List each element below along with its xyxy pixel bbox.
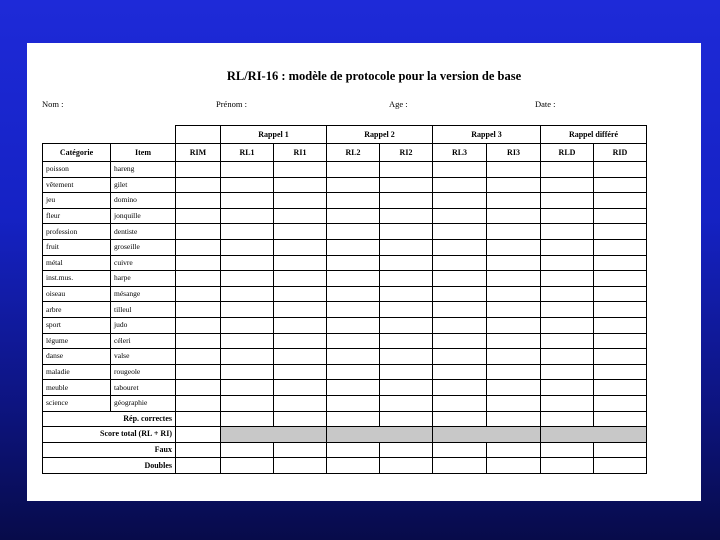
item-cell: géographie <box>111 395 176 411</box>
score-cell[interactable] <box>327 208 380 224</box>
page-title: RL/RI-16 : modèle de protocole pour la version de base <box>226 69 522 83</box>
protocol-sheet <box>27 43 701 501</box>
score-cell[interactable] <box>221 442 274 458</box>
score-cell[interactable] <box>433 317 487 333</box>
score-cell[interactable] <box>380 458 433 474</box>
item-cell: gilet <box>111 177 176 193</box>
score-cell[interactable] <box>176 395 221 411</box>
score-cell[interactable] <box>594 349 647 365</box>
category-cell: métal <box>43 255 111 271</box>
score-cell[interactable] <box>274 286 327 302</box>
score-cell[interactable] <box>327 442 380 458</box>
score-cell[interactable] <box>274 380 327 396</box>
score-cell[interactable] <box>433 411 487 427</box>
table-row <box>43 162 647 178</box>
table-row <box>43 224 647 240</box>
score-cell[interactable] <box>594 333 647 349</box>
score-cell[interactable] <box>541 162 594 178</box>
score-cell[interactable] <box>594 224 647 240</box>
score-cell[interactable] <box>541 442 594 458</box>
score-cell[interactable] <box>380 224 433 240</box>
score-cell[interactable] <box>274 395 327 411</box>
score-cell[interactable] <box>487 286 541 302</box>
score-cell[interactable] <box>594 458 647 474</box>
score-cell[interactable] <box>594 364 647 380</box>
category-cell: jeu <box>43 193 111 209</box>
summary-label: Doubles <box>43 458 176 474</box>
table-row <box>43 208 647 224</box>
summary-row <box>43 427 647 443</box>
summary-row <box>43 458 647 474</box>
score-cell[interactable] <box>380 239 433 255</box>
score-cell[interactable] <box>594 193 647 209</box>
score-cell[interactable] <box>487 224 541 240</box>
col-header-rl2: RL2 <box>327 144 380 162</box>
score-cell[interactable] <box>176 302 221 318</box>
score-cell[interactable] <box>380 317 433 333</box>
group-header-rappel-differe: Rappel différé <box>541 126 647 144</box>
score-cell[interactable] <box>380 380 433 396</box>
score-cell[interactable] <box>221 224 274 240</box>
score-cell[interactable] <box>327 177 380 193</box>
score-cell[interactable] <box>380 333 433 349</box>
item-cell: dentiste <box>111 224 176 240</box>
score-cell[interactable] <box>327 395 380 411</box>
score-cell[interactable] <box>380 349 433 365</box>
score-cell[interactable] <box>274 302 327 318</box>
score-cell[interactable] <box>274 224 327 240</box>
score-cell[interactable] <box>380 395 433 411</box>
item-cell: cuivre <box>111 255 176 271</box>
score-cell[interactable] <box>433 208 487 224</box>
score-cell[interactable] <box>176 380 221 396</box>
item-cell: jonquille <box>111 208 176 224</box>
summary-label: Rép. correctes <box>43 411 176 427</box>
score-cell[interactable] <box>221 302 274 318</box>
score-cell[interactable] <box>487 255 541 271</box>
score-cell[interactable] <box>541 239 594 255</box>
total-score-cell[interactable] <box>433 427 541 443</box>
score-cell[interactable] <box>274 239 327 255</box>
score-cell[interactable] <box>487 239 541 255</box>
score-cell[interactable] <box>380 271 433 287</box>
score-cell[interactable] <box>594 208 647 224</box>
column-header-row <box>43 144 647 162</box>
score-cell[interactable] <box>541 364 594 380</box>
score-cell[interactable] <box>541 224 594 240</box>
score-cell[interactable] <box>176 208 221 224</box>
score-cell[interactable] <box>541 317 594 333</box>
score-cell[interactable] <box>221 162 274 178</box>
protocol-table <box>42 125 647 474</box>
table-row <box>43 317 647 333</box>
category-cell: profession <box>43 224 111 240</box>
category-cell: inst.mus. <box>43 271 111 287</box>
score-cell[interactable] <box>274 317 327 333</box>
score-cell[interactable] <box>594 255 647 271</box>
category-cell: oiseau <box>43 286 111 302</box>
score-cell[interactable] <box>487 442 541 458</box>
score-cell[interactable] <box>327 333 380 349</box>
item-cell: hareng <box>111 162 176 178</box>
score-cell[interactable] <box>594 286 647 302</box>
score-cell[interactable] <box>221 177 274 193</box>
table-row <box>43 255 647 271</box>
item-cell: judo <box>111 317 176 333</box>
score-cell[interactable] <box>380 193 433 209</box>
item-cell: domino <box>111 193 176 209</box>
score-cell[interactable] <box>327 411 380 427</box>
score-cell[interactable] <box>176 427 221 443</box>
score-cell[interactable] <box>433 286 487 302</box>
score-cell[interactable] <box>380 255 433 271</box>
score-cell[interactable] <box>327 317 380 333</box>
score-cell[interactable] <box>274 255 327 271</box>
score-cell[interactable] <box>487 193 541 209</box>
score-cell[interactable] <box>176 349 221 365</box>
score-cell[interactable] <box>594 442 647 458</box>
date-label: Date : <box>535 99 556 109</box>
col-header-rid: RID <box>594 144 647 162</box>
item-cell: céleri <box>111 333 176 349</box>
item-cell: tabouret <box>111 380 176 396</box>
score-cell[interactable] <box>541 271 594 287</box>
item-cell: tilleul <box>111 302 176 318</box>
score-cell[interactable] <box>221 395 274 411</box>
score-cell[interactable] <box>221 255 274 271</box>
category-cell: meuble <box>43 380 111 396</box>
age-label: Age : <box>389 99 408 109</box>
table-row <box>43 364 647 380</box>
group-header-rappel-2: Rappel 2 <box>327 126 433 144</box>
score-cell[interactable] <box>221 380 274 396</box>
score-cell[interactable] <box>380 286 433 302</box>
score-cell[interactable] <box>274 271 327 287</box>
score-cell[interactable] <box>327 380 380 396</box>
score-cell[interactable] <box>541 302 594 318</box>
category-cell: fleur <box>43 208 111 224</box>
score-cell[interactable] <box>327 302 380 318</box>
score-cell[interactable] <box>221 349 274 365</box>
score-cell[interactable] <box>274 208 327 224</box>
score-cell[interactable] <box>433 177 487 193</box>
col-header-rld: RLD <box>541 144 594 162</box>
summary-row <box>43 411 647 427</box>
score-cell[interactable] <box>541 333 594 349</box>
score-cell[interactable] <box>274 458 327 474</box>
item-rows <box>43 162 647 412</box>
category-cell: arbre <box>43 302 111 318</box>
category-cell: poisson <box>43 162 111 178</box>
category-cell: danse <box>43 349 111 365</box>
score-cell[interactable] <box>433 442 487 458</box>
score-cell[interactable] <box>380 162 433 178</box>
score-cell[interactable] <box>487 395 541 411</box>
score-cell[interactable] <box>594 380 647 396</box>
score-cell[interactable] <box>594 302 647 318</box>
total-score-cell[interactable] <box>541 427 647 443</box>
category-cell: vêtement <box>43 177 111 193</box>
table-row <box>43 395 647 411</box>
table-row <box>43 333 647 349</box>
score-cell[interactable] <box>433 224 487 240</box>
score-cell[interactable] <box>594 162 647 178</box>
score-cell[interactable] <box>433 193 487 209</box>
score-cell[interactable] <box>433 380 487 396</box>
score-cell[interactable] <box>176 224 221 240</box>
score-cell[interactable] <box>221 208 274 224</box>
summary-label: Faux <box>43 442 176 458</box>
category-cell: légume <box>43 333 111 349</box>
summary-rows <box>43 411 647 473</box>
score-cell[interactable] <box>176 239 221 255</box>
score-cell[interactable] <box>327 458 380 474</box>
score-cell[interactable] <box>433 162 487 178</box>
score-cell[interactable] <box>176 442 221 458</box>
score-cell[interactable] <box>176 255 221 271</box>
table-row <box>43 193 647 209</box>
score-cell[interactable] <box>487 349 541 365</box>
score-cell[interactable] <box>176 458 221 474</box>
score-cell[interactable] <box>433 364 487 380</box>
table-row <box>43 239 647 255</box>
score-cell[interactable] <box>327 271 380 287</box>
table-row <box>43 271 647 287</box>
score-cell[interactable] <box>433 395 487 411</box>
score-cell[interactable] <box>541 193 594 209</box>
score-cell[interactable] <box>327 349 380 365</box>
score-cell[interactable] <box>274 349 327 365</box>
col-header-rim: RIM <box>176 144 221 162</box>
score-cell[interactable] <box>487 317 541 333</box>
group-header-rappel-3: Rappel 3 <box>433 126 541 144</box>
score-cell[interactable] <box>541 286 594 302</box>
score-cell[interactable] <box>380 302 433 318</box>
score-cell[interactable] <box>221 286 274 302</box>
score-cell[interactable] <box>487 411 541 427</box>
item-cell: harpe <box>111 271 176 287</box>
score-cell[interactable] <box>487 364 541 380</box>
score-cell[interactable] <box>487 302 541 318</box>
score-cell[interactable] <box>433 302 487 318</box>
col-header-ri1: RI1 <box>274 144 327 162</box>
score-cell[interactable] <box>274 177 327 193</box>
score-cell[interactable] <box>221 411 274 427</box>
score-cell[interactable] <box>274 442 327 458</box>
score-cell[interactable] <box>274 364 327 380</box>
score-cell[interactable] <box>594 177 647 193</box>
score-cell[interactable] <box>176 177 221 193</box>
score-cell[interactable] <box>327 193 380 209</box>
score-cell[interactable] <box>594 411 647 427</box>
item-cell: groseille <box>111 239 176 255</box>
score-cell[interactable] <box>433 271 487 287</box>
score-cell[interactable] <box>221 271 274 287</box>
category-cell: fruit <box>43 239 111 255</box>
score-cell[interactable] <box>176 364 221 380</box>
category-cell: maladie <box>43 364 111 380</box>
col-header-rl3: RL3 <box>433 144 487 162</box>
score-cell[interactable] <box>541 349 594 365</box>
score-cell[interactable] <box>274 411 327 427</box>
score-cell[interactable] <box>487 271 541 287</box>
category-cell: sport <box>43 317 111 333</box>
score-cell[interactable] <box>380 208 433 224</box>
score-cell[interactable] <box>176 333 221 349</box>
score-cell[interactable] <box>487 458 541 474</box>
score-cell[interactable] <box>594 271 647 287</box>
col-header-rl1: RL1 <box>221 144 274 162</box>
group-header-rappel-1: Rappel 1 <box>221 126 327 144</box>
score-cell[interactable] <box>274 162 327 178</box>
total-score-cell[interactable] <box>221 427 327 443</box>
col-header-categorie: Catégorie <box>43 144 111 162</box>
total-score-cell[interactable] <box>327 427 433 443</box>
score-cell[interactable] <box>221 333 274 349</box>
table-row <box>43 177 647 193</box>
score-cell[interactable] <box>380 411 433 427</box>
score-cell[interactable] <box>487 380 541 396</box>
summary-label: Score total (RL + RI) <box>43 427 176 443</box>
score-cell[interactable] <box>594 239 647 255</box>
score-cell[interactable] <box>274 193 327 209</box>
col-header-ri2: RI2 <box>380 144 433 162</box>
score-cell[interactable] <box>221 317 274 333</box>
score-cell[interactable] <box>176 193 221 209</box>
score-cell[interactable] <box>541 458 594 474</box>
score-cell[interactable] <box>541 177 594 193</box>
table-row <box>43 302 647 318</box>
score-cell[interactable] <box>541 255 594 271</box>
item-cell: valse <box>111 349 176 365</box>
score-cell[interactable] <box>221 239 274 255</box>
score-cell[interactable] <box>327 255 380 271</box>
score-cell[interactable] <box>327 286 380 302</box>
score-cell[interactable] <box>274 333 327 349</box>
prenom-label: Prénom : <box>216 99 247 109</box>
score-cell[interactable] <box>221 364 274 380</box>
score-cell[interactable] <box>541 208 594 224</box>
score-cell[interactable] <box>380 177 433 193</box>
score-cell[interactable] <box>221 193 274 209</box>
score-cell[interactable] <box>594 317 647 333</box>
item-cell: mésange <box>111 286 176 302</box>
score-cell[interactable] <box>176 271 221 287</box>
score-cell[interactable] <box>433 255 487 271</box>
table-row <box>43 286 647 302</box>
col-header-ri3: RI3 <box>487 144 541 162</box>
score-cell[interactable] <box>433 349 487 365</box>
group-header-row <box>43 126 647 144</box>
score-cell[interactable] <box>176 317 221 333</box>
score-cell[interactable] <box>487 208 541 224</box>
col-header-item: Item <box>111 144 176 162</box>
score-cell[interactable] <box>487 162 541 178</box>
score-cell[interactable] <box>176 286 221 302</box>
score-cell[interactable] <box>433 239 487 255</box>
score-cell[interactable] <box>176 411 221 427</box>
score-cell[interactable] <box>541 380 594 396</box>
score-cell[interactable] <box>327 364 380 380</box>
score-cell[interactable] <box>433 458 487 474</box>
score-cell[interactable] <box>380 364 433 380</box>
score-cell[interactable] <box>487 177 541 193</box>
score-cell[interactable] <box>327 224 380 240</box>
score-cell[interactable] <box>541 395 594 411</box>
score-cell[interactable] <box>594 395 647 411</box>
score-cell[interactable] <box>327 162 380 178</box>
score-cell[interactable] <box>221 458 274 474</box>
score-cell[interactable] <box>176 162 221 178</box>
score-cell[interactable] <box>487 333 541 349</box>
table-row <box>43 349 647 365</box>
score-cell[interactable] <box>380 442 433 458</box>
score-cell[interactable] <box>327 239 380 255</box>
nom-label: Nom : <box>42 99 64 109</box>
score-cell[interactable] <box>433 333 487 349</box>
table-row <box>43 380 647 396</box>
summary-row <box>43 442 647 458</box>
item-cell: rougeole <box>111 364 176 380</box>
score-cell[interactable] <box>541 411 594 427</box>
rim-group-blank <box>176 126 221 144</box>
category-cell: science <box>43 395 111 411</box>
